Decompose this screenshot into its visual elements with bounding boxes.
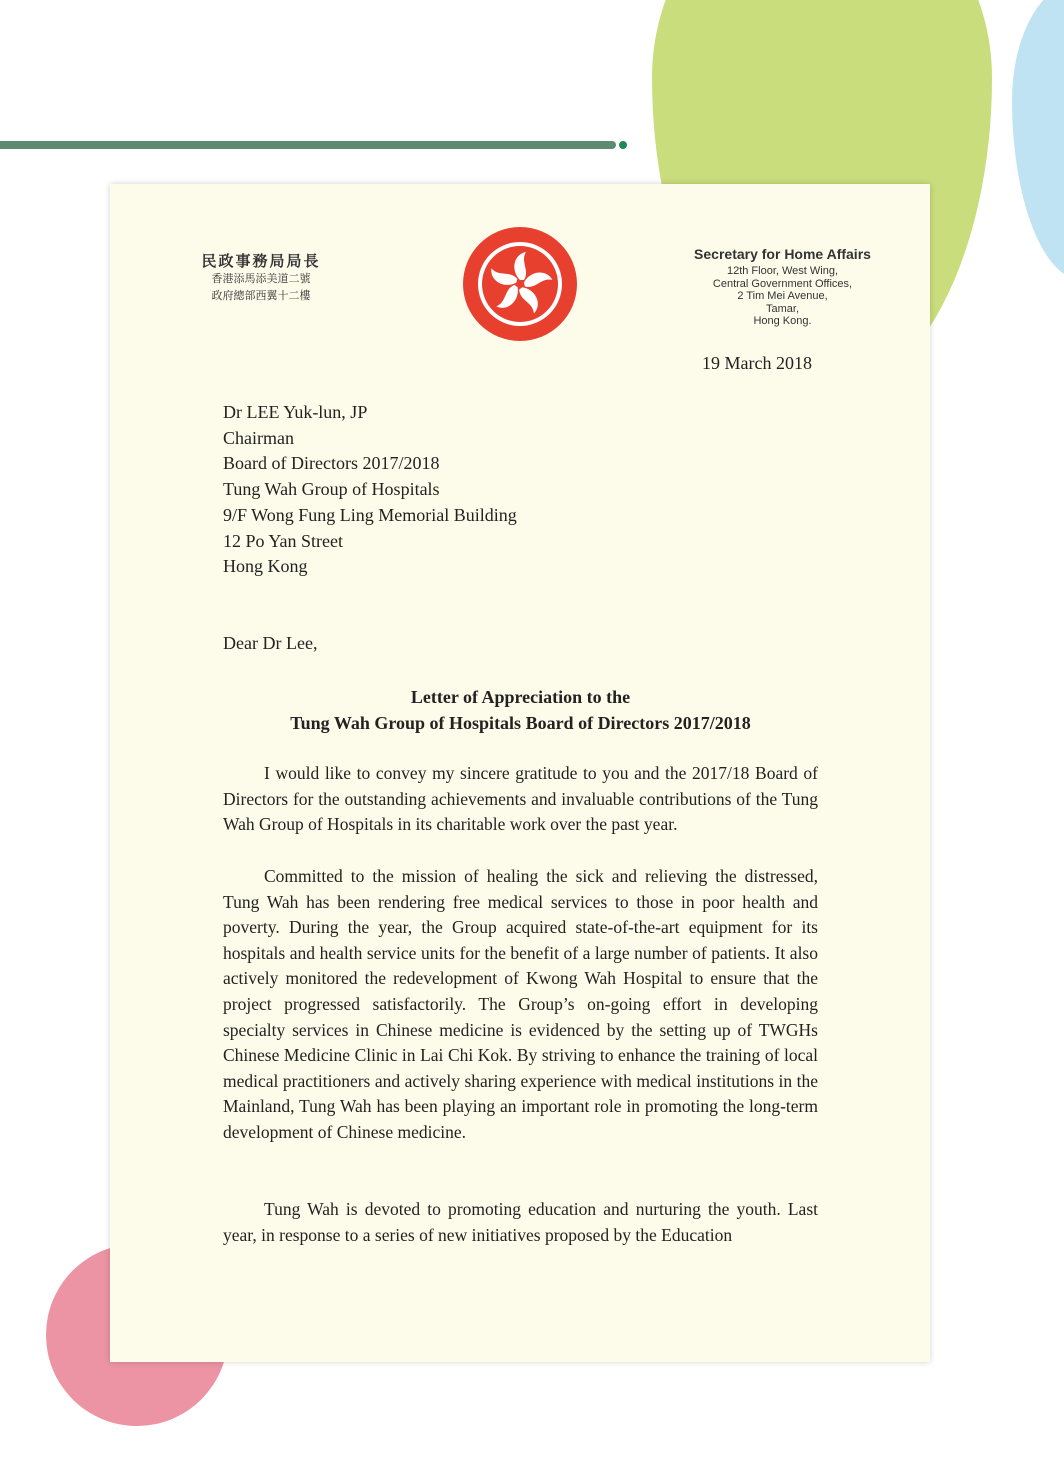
body-paragraph: Tung Wah is devoted to promoting education and nurturing the youth. Last year, in response to a series of new initiatives proposed by the Education	[223, 1199, 818, 1245]
subject-line: Tung Wah Group of Hospitals Board of Directors 2017/2018	[290, 713, 751, 733]
recipient-line: Dr LEE Yuk-lun, JP	[223, 402, 368, 422]
salutation: Dear Dr Lee,	[223, 633, 318, 653]
recipient-address	[223, 400, 517, 580]
emblem-graphic	[460, 224, 580, 344]
body-paragraph: Committed to the mission of healing the sick and relieving the distressed, Tung Wah has been rendering free medical services to those in poor health and poverty. During the year, the Group acquired state-of-the-art equipment for its hospitals and health service units for the benefit of a large number of patients. It also actively monitored the redevelopment of Kwong Wah Hospital to ensure that the project progressed satisfactorily. The Group’s on-going effort in developing specialty services in Chinese medicine is evidenced by the setting up of TWGHs Chinese Medicine Clinic in Lai Chi Kok. By striving to enhance the training of local medical practitioners and actively sharing experience with medical institutions in the Mainland, Tung Wah has been playing an important role in promoting the long-term development of Chinese medicine.	[223, 866, 818, 1142]
letter-date: 19 March 2018	[702, 353, 812, 373]
letterhead-address-line: Central Government Offices,	[712, 277, 853, 290]
letterhead-chinese	[176, 250, 346, 305]
letterhead-address-line-zh: 香港添馬添美道二號	[211, 273, 311, 285]
subject-line: Letter of Appreciation to the	[410, 687, 631, 707]
recipient-line: Hong Kong	[223, 556, 308, 577]
recipient-line: Chairman	[223, 427, 294, 448]
letterhead-english	[670, 246, 895, 328]
decorative-rule-line	[0, 141, 616, 149]
letterhead-title-zh: 民政事務局局長	[201, 254, 321, 270]
letter-subject	[223, 684, 818, 736]
recipient-line: 9/F Wong Fung Ling Memorial Building	[223, 504, 517, 525]
recipient-line: 12 Po Yan Street	[223, 530, 344, 551]
decorative-rule-dot	[619, 141, 627, 149]
recipient-line: Board of Directors 2017/2018	[223, 453, 440, 474]
letterhead-title: Secretary for Home Affairs	[694, 246, 871, 262]
letterhead-address-line-zh: 政府總部西翼十二樓	[211, 290, 311, 302]
decorative-blue-blob	[1012, 0, 1064, 280]
letterhead-address-line: 12th Floor, West Wing,	[726, 265, 839, 277]
letterhead-address-line: Hong Kong.	[753, 315, 812, 327]
hong-kong-emblem-icon	[460, 224, 580, 344]
letter-page	[110, 184, 930, 1362]
body-paragraph: I would like to convey my sincere gratitude to you and the 2017/18 Board of Directors for the outstanding achievements and invaluable contributions of the Tung Wah Group of Hospitals in its charitable work over the past year.	[223, 763, 818, 835]
letterhead-address-line: 2 Tim Mei Avenue,	[737, 290, 828, 302]
letterhead-address-line: Tamar,	[765, 302, 799, 315]
recipient-line: Tung Wah Group of Hospitals	[223, 479, 440, 500]
